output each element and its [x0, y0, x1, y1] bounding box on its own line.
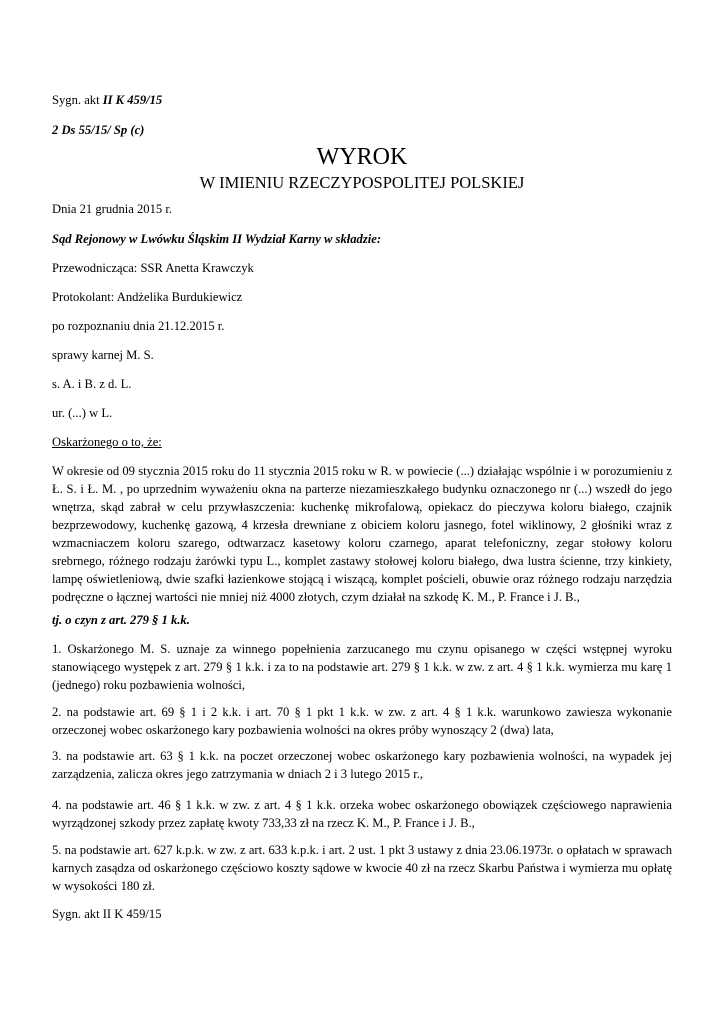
court-name: Sąd Rejonowy w Lwówku Śląskim II Wydział Karny w składzie: — [52, 232, 382, 246]
accused-parents: s. A. i B. z d. L. — [52, 377, 132, 391]
case-signature-prefix: Sygn. akt — [52, 93, 103, 107]
ruling-item-4: 4. na podstawie art. 46 § 1 k.k. w zw. z art. 4 § 1 k.k. orzeka wobec oskarżonego obowiązek częściowego naprawienia wyrządzonej szkody przez zapłatę kwoty 733,33 zł na rzecz K. M., P. France i J. B., — [52, 798, 672, 830]
ruling-item-5: 5. na podstawie art. 627 k.p.k. w zw. z art. 633 k.p.k. i art. 2 ust. 1 pkt 3 ustawy z dnia 23.06.1973r. o opłatach w sprawach karnych zasądza od oskarżonego częściowo koszty sądowe w kwocie 40 zł na rzecz Skarbu Państwa i wymierza mu opłatę w wysokości 180 zł. — [52, 843, 672, 893]
judgment-title: WYROK — [316, 144, 408, 170]
judgment-subtitle: W IMIENIU RZECZYPOSPOLITEJ POLSKIEJ — [199, 173, 525, 192]
accused-birthplace: ur. (...) w L. — [52, 406, 113, 420]
footer-case-signature: Sygn. akt II K 459/15 — [52, 907, 162, 921]
ruling-item-3: 3. na podstawie art. 63 § 1 k.k. na poczet orzeczonej wobec oskarżonego kary pozbawienia wolności, na wypadek jej zarządzenia, zalicza okres jego zatrzymania w dniach 2 i 3 lutego 2015 r., — [52, 749, 672, 781]
case-signature-number: II K 459/15 — [102, 93, 163, 107]
hearing-date: po rozpoznaniu dnia 21.12.2015 r. — [52, 319, 225, 333]
charge-description: W okresie od 09 stycznia 2015 roku do 11 stycznia 2015 roku w R. w powiecie (...) działając wspólnie i w porozumieniu z Ł. S. i Ł. M. , po uprzednim wyważeniu okna na parterze niezamieszkałego budynku oznaczonego nr (...) wszedł do jego wnętrza, skąd zabrał w celu przywłaszczenia: kuchenkę mikrofalową, opiekacz do pieczywa koloru białego, czajnik bezprzewodowy, kuchenkę gazową, 4 krzesła drewniane z obiciem koloru jasnego, fotel wiklinowy, 2 głośniki wraz z wzmacniaczem koloru szarego, odtwarzacz kasetowy koloru czarnego, aparat telefoniczny, zegar stołowy koloru srebrnego, różnego rodzaju żarówki typu L., komplet zastawy stołowej koloru białego, dwa lustra ścienne, trzy kinkiety, lampę oświetleniową, dwie szafki łazienkowe stojącą i wiszącą, komplet pościeli, obuwie oraz różnego rodzaju narzędzia podręczne o łącznej wartości nie mniej niż 4000 złotych, czym działał na szkodę K. M., P. France i J. B., — [52, 464, 672, 604]
case-signature — [52, 91, 162, 109]
judgment-date: Dnia 21 grudnia 2015 r. — [52, 202, 172, 216]
legal-qualification: tj. o czyn z art. 279 § 1 k.k. — [52, 613, 190, 627]
court-clerk: Protokolant: Andżelika Burdukiewicz — [52, 290, 243, 304]
ruling-item-1: 1. Oskarżonego M. S. uznaje za winnego popełnienia zarzucanego mu czynu opisanego w części wstępnej wyroku stanowiącego występek z art. 279 § 1 k.k. i za to na podstawie art. 279 § 1 k.k. w zw. z art. 4 § 1 k.k. wymierza mu karę 1 (jednego) roku pozbawienia wolności, — [52, 642, 672, 692]
ruling-item-2: 2. na podstawie art. 69 § 1 i 2 k.k. i art. 70 § 1 pkt 1 k.k. w zw. z art. 4 § 1 k.k. warunkowo zawiesza wykonanie orzeczonej wobec oskarżonego kary pozbawienia wolności na okres próby wynoszący 2 (dwa) lata, — [52, 705, 672, 737]
charges-heading: Oskarżonego o to, że: — [52, 435, 162, 449]
ds-reference: 2 Ds 55/15/ Sp (c) — [52, 123, 145, 137]
presiding-judge: Przewodnicząca: SSR Anetta Krawczyk — [52, 261, 254, 275]
case-subject: sprawy karnej M. S. — [52, 348, 154, 362]
